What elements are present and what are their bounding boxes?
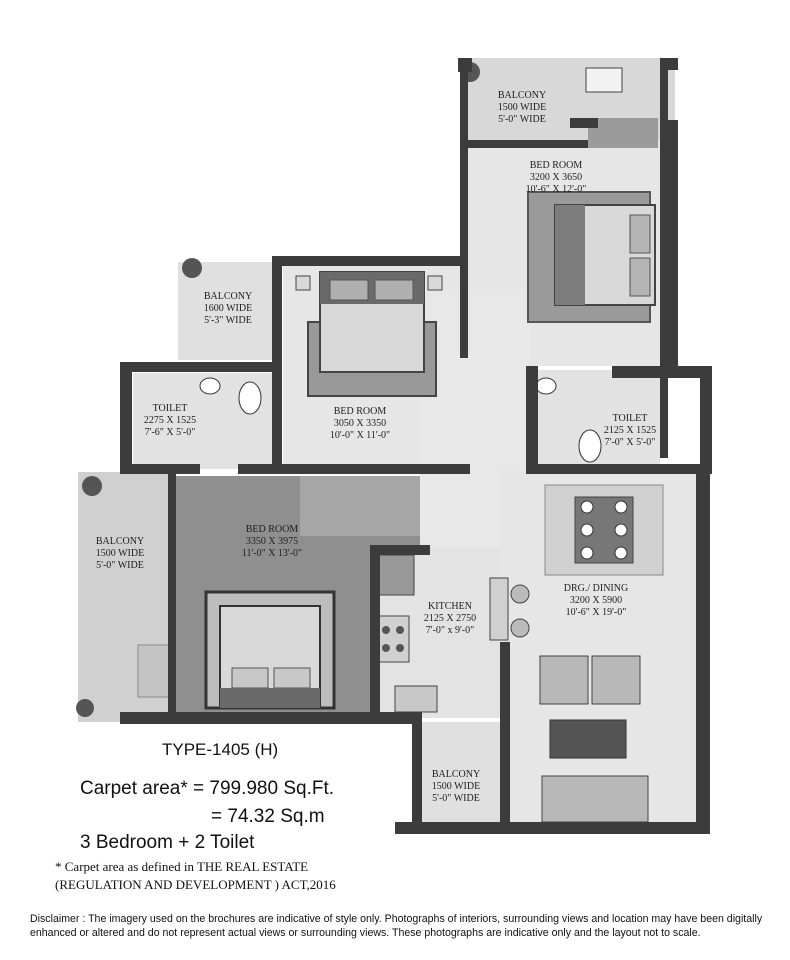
- top-bed-blanket: [555, 205, 585, 305]
- small-balcony-dim2: 5'-3" WIDE: [204, 315, 252, 326]
- wall: [272, 256, 468, 266]
- left-bedroom-name: BED ROOM: [245, 524, 299, 535]
- dining-chair-4: [615, 524, 627, 536]
- top-bedroom-dim2: 10'-6" X 12'-0": [525, 184, 587, 195]
- wall: [460, 58, 468, 358]
- middle-side-table-1: [296, 276, 310, 290]
- drg-dining-dim1: 3200 X 5900: [569, 595, 623, 606]
- top-bed-pillow-2: [630, 258, 650, 296]
- kitchen-fridge: [378, 555, 414, 595]
- dining-chair-2: [615, 501, 627, 513]
- wall: [120, 464, 200, 474]
- wall: [458, 58, 472, 72]
- right-toilet-dim2: 7'-0" X 5'-0": [604, 437, 656, 448]
- sofa: [542, 776, 648, 822]
- left-bedroom-dim1: 3350 X 3975: [245, 536, 299, 547]
- top-balcony-dim1: 1500 WIDE: [497, 102, 547, 113]
- right-toilet-dim1: 2125 X 1525: [603, 425, 657, 436]
- plant-2: [182, 258, 202, 278]
- left-toilet-basin: [200, 378, 220, 394]
- hob-burner-3: [382, 644, 390, 652]
- left-balcony-dim2: 5'-0" WIDE: [96, 560, 144, 571]
- middle-bedroom-dim2: 10'-0" X 11'-0": [329, 430, 391, 441]
- wall: [238, 464, 470, 474]
- dining-chair-3: [581, 524, 593, 536]
- right-toilet-name: TOILET: [612, 413, 648, 424]
- left-toilet-dim1: 2275 X 1525: [143, 415, 197, 426]
- kitchen-dim1: 2125 X 2750: [423, 613, 477, 624]
- plant-3: [82, 476, 102, 496]
- left-bed-headboard: [220, 688, 320, 708]
- small-balcony-name: BALCONY: [203, 291, 253, 302]
- wall: [468, 140, 588, 148]
- top-bedroom-name: BED ROOM: [529, 160, 583, 171]
- bottom-balcony-dim1: 1500 WIDE: [431, 781, 481, 792]
- dining-chair-1: [581, 501, 593, 513]
- kitchen-hob: [377, 616, 409, 662]
- bar-counter: [490, 578, 508, 640]
- carpet-note-line-1: * Carpet area as defined in THE REAL ESTATE: [55, 859, 309, 874]
- drg-dining-name: DRG./ DINING: [563, 583, 629, 594]
- drg-dining-dim2: 10'-6" X 19'-0": [565, 607, 627, 618]
- wall: [526, 366, 538, 466]
- middle-side-table-2: [428, 276, 442, 290]
- left-toilet-name: TOILET: [152, 403, 188, 414]
- wall: [168, 474, 176, 714]
- wall: [120, 362, 280, 372]
- carpet-note-line-2: (REGULATION AND DEVELOPMENT ) ACT,2016: [55, 877, 336, 892]
- wall: [570, 118, 598, 128]
- left-balcony-name: BALCONY: [95, 536, 145, 547]
- top-bed-pillow-1: [630, 215, 650, 253]
- wall: [612, 366, 712, 378]
- wall: [526, 464, 710, 474]
- disclaimer: Disclaimer : The imagery used on the brochures are indicative of style only. Photographs of interiors, surrounding views and location may have been digitally enhanced or altered and do not represent actual views or surrounding views. These photographs are indicative only and the layout not to scale.: [30, 913, 763, 939]
- middle-bedroom-name: BED ROOM: [333, 406, 387, 417]
- hob-burner-2: [396, 626, 404, 634]
- wall: [120, 362, 132, 474]
- left-bedroom-light-zone: [300, 476, 420, 536]
- plant-4: [76, 699, 94, 717]
- armchair-2: [592, 656, 640, 704]
- wall: [660, 58, 668, 458]
- carpet-area-sqm: = 74.32 Sq.m: [211, 806, 325, 827]
- wall: [668, 120, 678, 370]
- bottom-balcony-name: BALCONY: [431, 769, 481, 780]
- wall: [412, 712, 422, 822]
- hob-burner-4: [396, 644, 404, 652]
- armchair-1: [540, 656, 588, 704]
- top-room-window-strip: [588, 118, 658, 148]
- kitchen-dim2: 7'-0" x 9'-0": [425, 625, 475, 636]
- left-bed-pillow-2: [274, 668, 310, 688]
- wall: [370, 545, 380, 720]
- bar-stool-2: [511, 619, 529, 637]
- wall: [696, 474, 710, 824]
- right-toilet-basin: [536, 378, 556, 394]
- left-bedroom-dim2: 11'-0" X 13'-0": [241, 548, 303, 559]
- left-balcony-mat: [138, 645, 170, 697]
- wall: [700, 366, 712, 474]
- top-bedroom-dim1: 3200 X 3650: [529, 172, 583, 183]
- middle-bed-pillow-2: [375, 280, 413, 300]
- middle-bedroom-dim1: 3050 X 3350: [333, 418, 387, 429]
- left-toilet-dim2: 7'-6" X 5'-0": [144, 427, 196, 438]
- wall: [120, 712, 420, 724]
- wall: [500, 642, 510, 826]
- wall: [370, 545, 430, 555]
- carpet-area-sqft: Carpet area* = 799.980 Sq.Ft.: [80, 778, 335, 799]
- wall: [395, 822, 710, 834]
- small-balcony-dim1: 1600 WIDE: [203, 303, 253, 314]
- hob-burner-1: [382, 626, 390, 634]
- ac-unit: [586, 68, 622, 92]
- bar-stool-1: [511, 585, 529, 603]
- configuration: 3 Bedroom + 2 Toilet: [80, 832, 255, 853]
- wall: [272, 256, 282, 466]
- kitchen-sink: [395, 686, 437, 712]
- left-bed-pillow-1: [232, 668, 268, 688]
- top-balcony-dim2: 5'-0" WIDE: [498, 114, 546, 125]
- right-toilet-wc: [579, 430, 601, 462]
- kitchen-name: KITCHEN: [428, 601, 472, 612]
- left-toilet-wc: [239, 382, 261, 414]
- bottom-balcony-dim2: 5'-0" WIDE: [432, 793, 480, 804]
- dining-chair-6: [615, 547, 627, 559]
- top-balcony-name: BALCONY: [497, 90, 547, 101]
- middle-bed-pillow-1: [330, 280, 368, 300]
- coffee-table: [550, 720, 626, 758]
- dining-chair-5: [581, 547, 593, 559]
- left-balcony-dim1: 1500 WIDE: [95, 548, 145, 559]
- unit-type: TYPE-1405 (H): [162, 740, 279, 759]
